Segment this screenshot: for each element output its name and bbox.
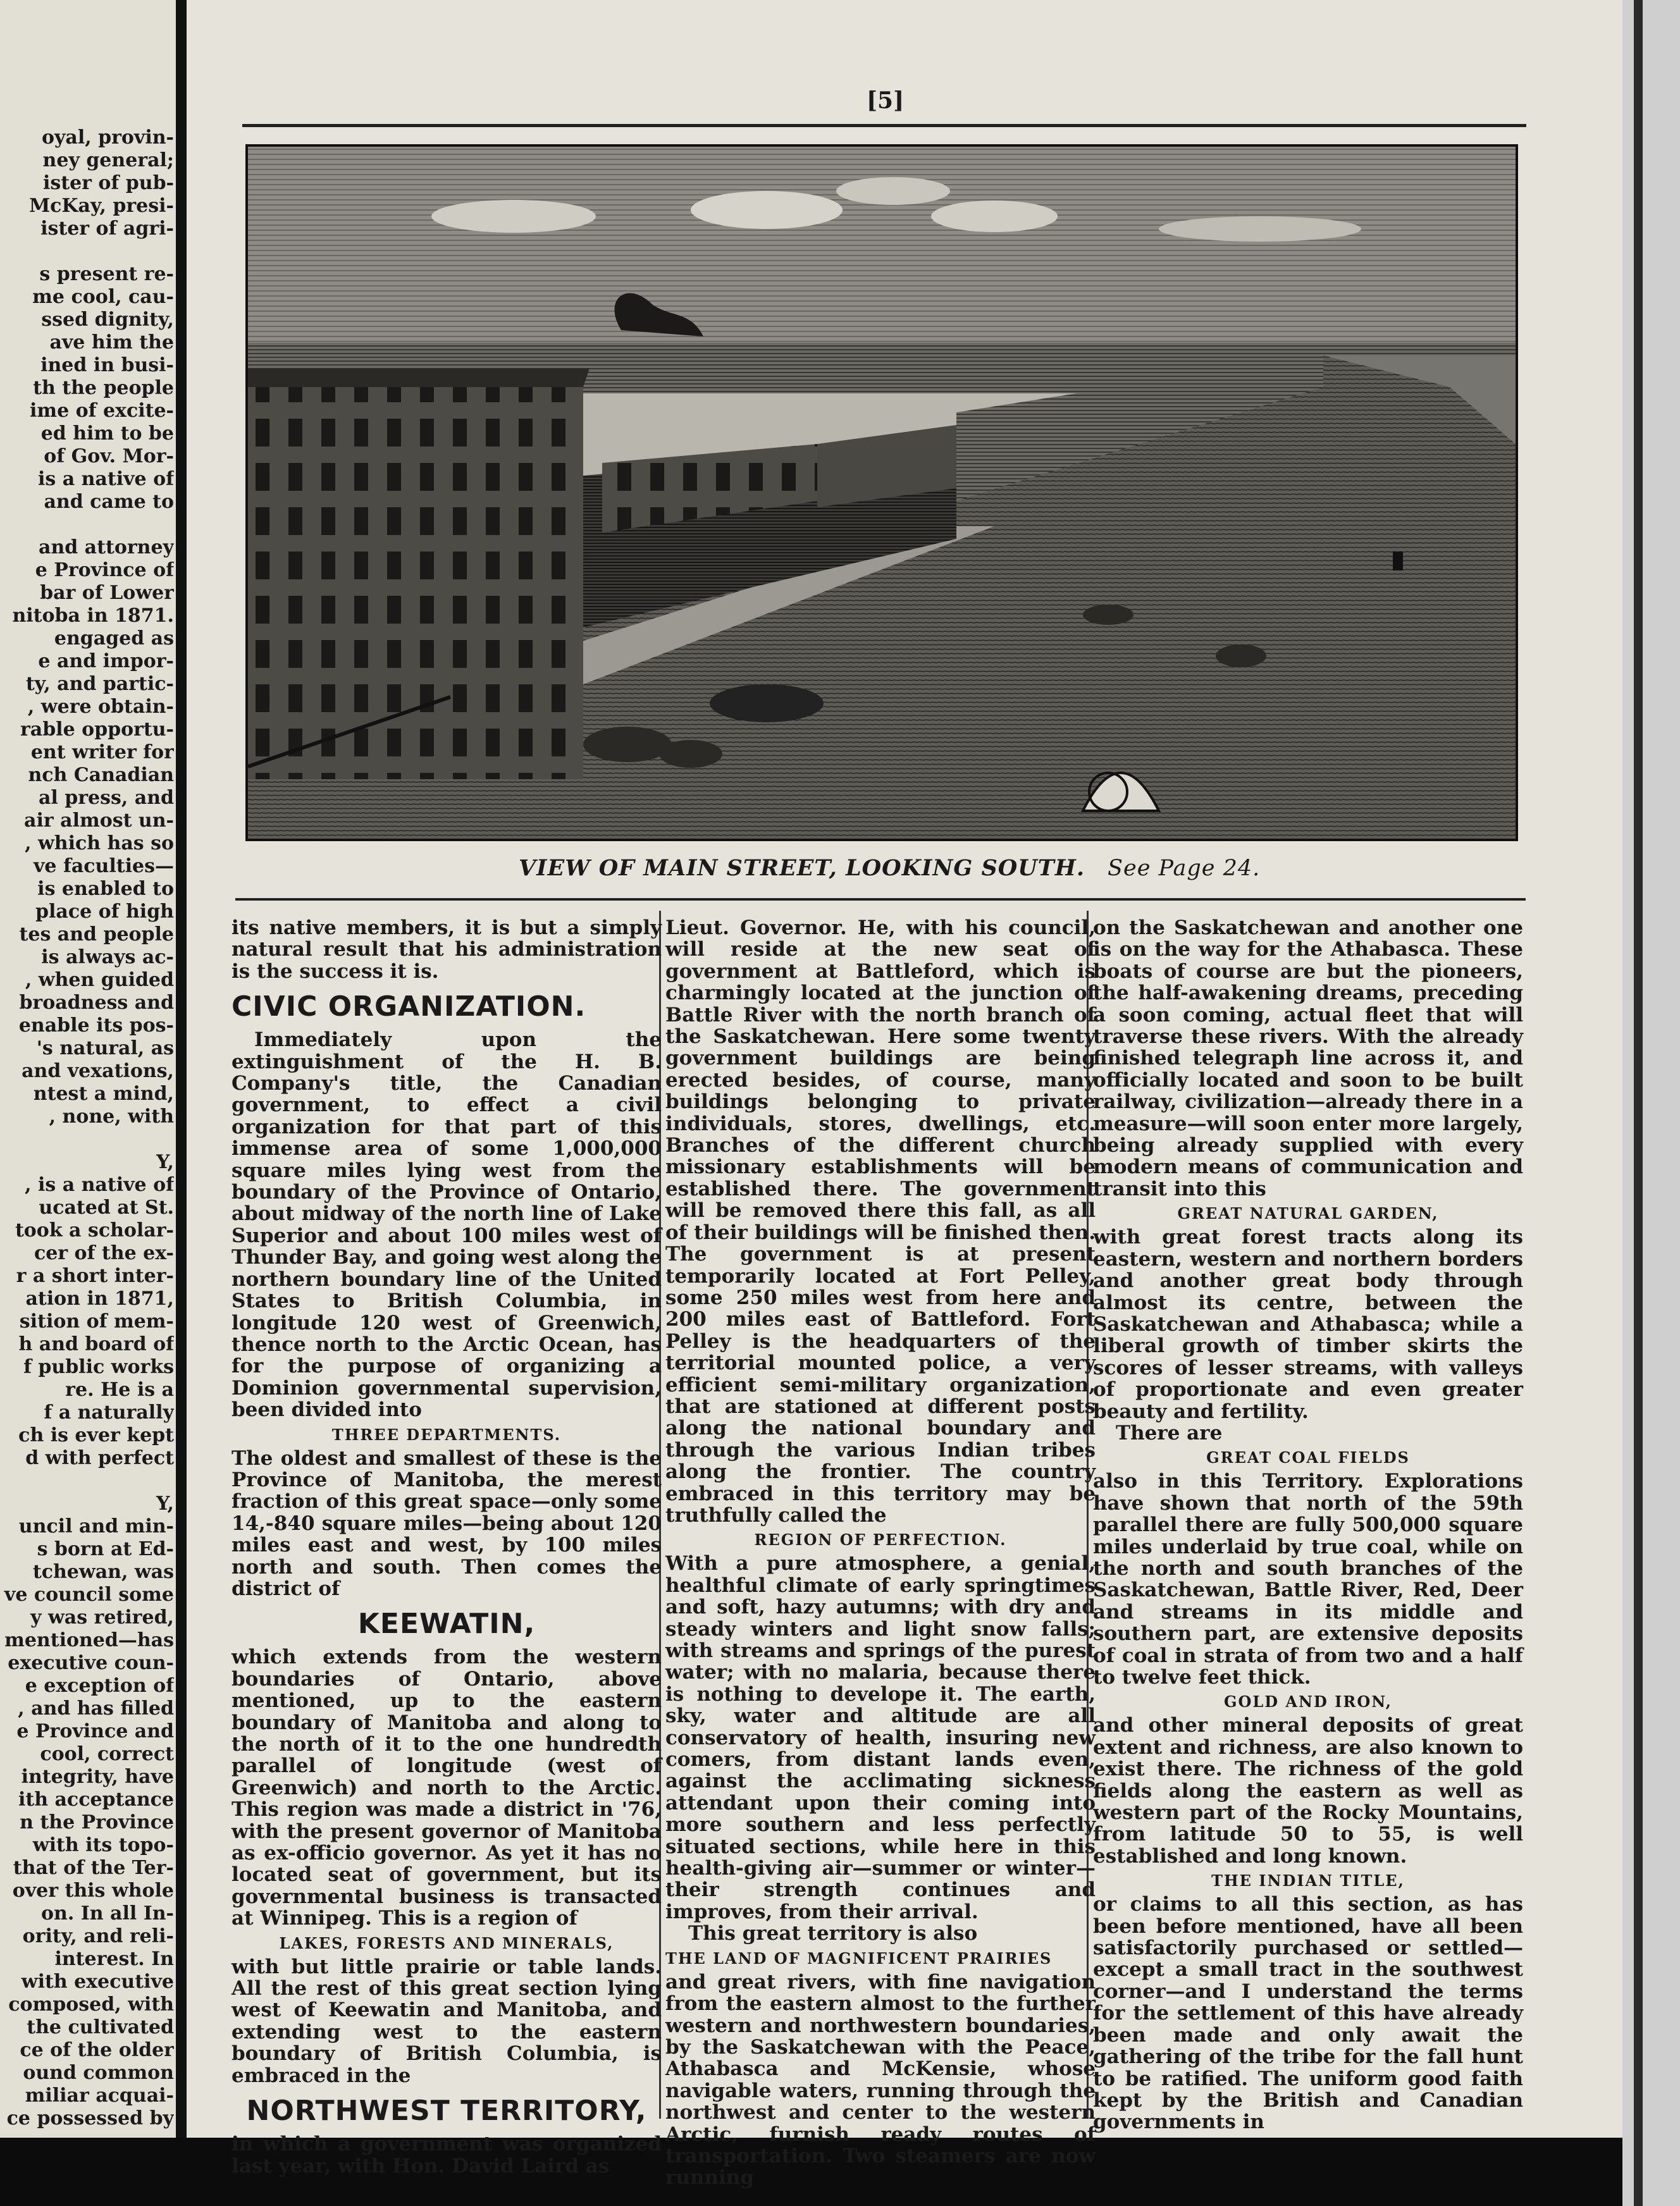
paragraph: its native members, it is but a simply natural result that his administration is the success it is. xyxy=(232,916,662,983)
fragment-line: is a native of xyxy=(38,468,174,490)
fragment-line: ister of pub- xyxy=(42,172,174,194)
fragment-line: th the people xyxy=(33,377,174,399)
fragment-line: f a naturally xyxy=(44,1402,174,1424)
heading-northwest-territory: NORTHWEST TERRITORY, xyxy=(246,2095,647,2128)
fragment-line: McKay, presi- xyxy=(28,195,174,217)
fragment-line: mentioned—has xyxy=(4,1629,174,1651)
engraving-svg xyxy=(248,147,1516,839)
fragment-line: ority, and reli- xyxy=(22,1925,174,1947)
subheading-great-coal-fields: GREAT COAL FIELDS xyxy=(1206,1448,1410,1467)
paragraph: or claims to all this section, as has been before mentioned, have all been satisfactorily purchased or settled—except a small tract in the southwest corner—and I understand the terms for the settlement of this have already been made and only await the gathering of the tribe for the fall hunt to be ratified. The uniform good faith kept by the British and Canadian governments in xyxy=(1093,1893,1523,2134)
caption-title: VIEW OF MAIN STREET, LOOKING SOUTH. xyxy=(519,855,1085,881)
fragment-line: ve council some xyxy=(4,1584,174,1606)
fragment-line: h and board of xyxy=(18,1333,174,1355)
subheading-great-natural-garden: GREAT NATURAL GARDEN, xyxy=(1177,1204,1439,1223)
fragment-line: , none, with xyxy=(49,1106,174,1128)
paragraph: with great forest tracts along its eastern, western and northern borders and another great body through almost its centre, between the Saskatchewan and Athabasca; while a liberal growth of timber skirts the scores of lesser streams, with valleys of proportionate and even greater beauty and fertility. xyxy=(1093,1226,1523,1423)
fragment-line: integrity, have xyxy=(21,1766,174,1788)
fragment-line: uncil and min- xyxy=(18,1515,174,1537)
fragment-line: over this whole xyxy=(12,1880,174,1902)
fragment-line: with its topo- xyxy=(32,1834,174,1856)
paragraph: which extends from the western boundaries of Ontario, above mentioned, up to the eastern boundary of Manitoba and along to the north of it to the one hundredth parallel of longitude (west of Greenwich) and north to the Arctic. This region was made a district in '76, with the present governor of Manitoba as ex-officio governor. As yet it has no located seat of government, but its governmental business is transacted at Winnipeg. This is a region of xyxy=(232,1646,662,1930)
fragment-line: Y, xyxy=(156,1493,174,1515)
fragment-line: bar of Lower xyxy=(40,582,174,604)
fragment-line: of Gov. Mor- xyxy=(44,445,174,467)
paragraph: also in this Territory. Explorations have shown that north of the 59th parallel there are fully 500,000 square miles underlaid by true coal, while on the north and south branches of the Saskatchewan, Battle River, Red, Deer and streams in its middle and southern part, are extensive deposits of coal in strata of from two and a half to twelve feet thick. xyxy=(1093,1470,1523,1689)
fragment-line: ave him the xyxy=(49,331,174,354)
header-rule xyxy=(242,124,1526,127)
fragment-line: and vexations, xyxy=(22,1060,174,1082)
engraving-caption xyxy=(519,855,1260,881)
main-street-engraving xyxy=(245,144,1518,841)
fragment-line: , which has so xyxy=(25,832,174,854)
fragment-line: ssed dignity, xyxy=(41,309,174,331)
subheading-three-departments: THREE DEPARTMENTS. xyxy=(331,1425,562,1444)
page-number: [5] xyxy=(867,87,905,114)
subheading-lakes-forests-minerals: LAKES, FORESTS AND MINERALS, xyxy=(279,1933,614,1952)
fragment-line: ation in 1871, xyxy=(25,1288,174,1310)
fragment-line: rable opportu- xyxy=(20,718,174,741)
fragment-line: ound common xyxy=(23,2062,174,2084)
fragment-line: broadness and xyxy=(19,992,174,1014)
article-column-3 xyxy=(1093,917,1523,2133)
fragment-line: ime of excite- xyxy=(29,400,174,422)
subheading-gold-and-iron: GOLD AND IRON, xyxy=(1223,1692,1392,1711)
fragment-line: nch Canadian xyxy=(28,764,174,786)
article-column-2 xyxy=(665,917,1096,2189)
fragment-line: , and has filled xyxy=(18,1698,174,1720)
heading-civic-organization: CIVIC ORGANIZATION. xyxy=(232,990,586,1023)
fragment-line: e Province of xyxy=(35,559,174,581)
paragraph: The oldest and smallest of these is the Province of Manitoba, the merest fraction of this great space—only some 14,-840 square miles—being about 120 miles east and west, by 100 miles north and south. Then comes the district of xyxy=(232,1446,662,1600)
paragraph: with but little prairie or table lands. All the rest of this great section lying west of Keewatin and Manitoba, and extending west to the eastern boundary of British Columbia, is embraced in the xyxy=(232,1955,662,2087)
article-column-1 xyxy=(232,917,662,2177)
scan-edge xyxy=(1622,0,1680,2206)
fragment-line: ce possessed by xyxy=(6,2107,174,2129)
fragment-line: place of high xyxy=(35,901,174,923)
fragment-line: ce of the older xyxy=(20,2039,174,2061)
paragraph: and other mineral deposits of great extent and richness, are also known to exist there. The richness of the gold fields along the eastern as well as western part of the Rocky Mountains, from latitude 50 to 55, is well established and long known. xyxy=(1093,1714,1523,1868)
page-gutter xyxy=(176,0,187,2138)
fragment-line: Y, xyxy=(156,1151,174,1173)
fragment-line: enable its pos- xyxy=(18,1014,174,1037)
fragment-line: sition of mem- xyxy=(19,1310,174,1333)
subheading-indian-title: THE INDIAN TITLE, xyxy=(1211,1871,1405,1890)
fragment-line: and attorney xyxy=(39,536,174,558)
fragment-line: ith acceptance xyxy=(18,1789,174,1811)
subheading-land-of-prairies: THE LAND OF MAGNIFICENT PRAIRIES xyxy=(665,1949,1053,1968)
fragment-line: s born at Ed- xyxy=(37,1538,174,1560)
fragment-line: cer of the ex- xyxy=(34,1242,174,1264)
fragment-line: s present re- xyxy=(39,263,174,285)
fragment-line: me cool, cau- xyxy=(32,286,174,308)
fragment-line: r a short inter- xyxy=(16,1265,174,1287)
fragment-line: tes and people xyxy=(19,923,174,946)
fragment-line: the cultivated xyxy=(27,2016,174,2038)
fragment-line xyxy=(0,514,174,536)
fragment-line: composed, with xyxy=(8,1993,174,2016)
fragment-line: y was retired, xyxy=(30,1606,174,1629)
fragment-line: miliar acquai- xyxy=(25,2085,174,2107)
subheading-region-of-perfection: REGION OF PERFECTION. xyxy=(754,1531,1007,1550)
fragment-line: ed him to be xyxy=(40,422,174,445)
fragment-line: ch is ever kept xyxy=(18,1424,174,1446)
paragraph: With a pure atmosphere, a genial, healthful climate of early springtimes and soft, hazy autumns; with dry and steady winters and light snow falls; with streams and springs of the purest water; with no malaria, because there is nothing to develope it. The earth, sky, water and altitude are all conservatory of health, insuring new comers, from distant lands even, against the acclimating sickness attendant upon their coming into more southern and less perfectly situated sections, while here in this health-giving air—summer or winter—their strength continues and improves, from their arrival. xyxy=(665,1552,1096,1923)
fragment-line xyxy=(0,240,174,263)
paragraph: This great territory is also xyxy=(688,1922,978,1945)
fragment-line xyxy=(0,1128,174,1151)
fragment-line: air almost un- xyxy=(24,810,174,832)
fragment-line: tchewan, was xyxy=(32,1561,174,1583)
fragment-line: ined in busi- xyxy=(40,354,174,376)
fragment-line xyxy=(0,1470,174,1493)
fragment-line: e exception of xyxy=(25,1675,174,1697)
fragment-line: e Province and xyxy=(16,1720,174,1742)
fragment-line: ney general; xyxy=(42,149,174,171)
adjacent-page-fragment xyxy=(0,0,176,2138)
fragment-line: , were obtain- xyxy=(27,696,174,718)
fragment-line: with executive xyxy=(21,1971,174,1993)
paragraph: Lieut. Governor. He, with his council, will reside at the new seat of government at Battleford, which is charmingly located at the junction of Battle River with the north branch of the Saskatchewan. Here some twenty government buildings are being erected besides, of course, many buildings belonging to private individuals, stores, dwellings, etc. Branches of the different church missionary establishments will be established there. The government will be removed there this fall, as all of their buildings will be finished then. The government is at present temporarily located at Fort Pelley, some 250 miles west from here and 200 miles east of Battleford. Fort Pelley is the headquarters of the territorial mounted police, a very efficient semi-military organization, that are stationed at different posts along the national boundary and through the various Indian tribes along the frontier. The country embraced in this territory may be truthfully called the xyxy=(665,916,1096,1527)
fragment-line: and came to xyxy=(44,491,174,513)
adjacent-page-text xyxy=(0,126,174,2130)
fragment-line: , is a native of xyxy=(25,1174,174,1196)
fragment-line: ty, and partic- xyxy=(25,673,174,695)
fragment-line: e and impor- xyxy=(38,650,174,672)
fragment-line: 's natural, as xyxy=(36,1037,174,1059)
fragment-line: al press, and xyxy=(38,787,174,809)
caption-page-reference: See Page 24. xyxy=(1108,856,1261,881)
fragment-line: is enabled to xyxy=(37,878,174,900)
paragraph: on the Saskatchewan and another one is on the way for the Athabasca. These boats of course are but the pioneers, the half-awakening dreams, preceding a soon coming, actual fleet that will traverse these rivers. With the already finished telegraph line across it, and officially located and soon to be built railway, civilization—already there in a measure—will soon enter more largely, being already supplied with every modern means of communication and transit into this xyxy=(1093,916,1523,1200)
fragment-line: took a scholar- xyxy=(15,1219,174,1242)
fragment-line: cool, correct xyxy=(40,1743,174,1765)
fragment-line: nitoba in 1871. xyxy=(12,605,174,627)
fragment-line: d with perfect xyxy=(25,1447,174,1469)
fragment-line: n the Province xyxy=(20,1811,174,1833)
fragment-line: ntest a mind, xyxy=(33,1083,174,1105)
fragment-line: ent writer for xyxy=(30,741,174,763)
fragment-line: is always ac- xyxy=(41,946,174,968)
paragraph: Immediately upon the extinguishment of the H. B. Company's title, the Canadian government, to effect a civil organization for that part of this immense area of some 1,000,000 square miles lying west from the boundary of the Province of Ontario, about midway of the north line of Lake Superior and about 100 miles west of Thunder Bay, and going west along the northern boundary line of the United States to British Columbia, in longitude 120 west of Greenwich, thence north to the Arctic Ocean, has for the purpose of organizing a Dominion governmental supervision, been divided into xyxy=(232,1028,662,1422)
fragment-line: on. In all In- xyxy=(41,1902,174,1925)
paragraph: and great rivers, with fine navigation from the eastern almost to the further western and northwestern boundaries, by the Saskatchewan with the Peace, Athabasca and McKensie, whose navigable waters, running through the northwest and center to the western Arctic, furnish ready routes of transportation. Two steamers are now running xyxy=(665,1970,1096,2190)
fragment-line: , when guided xyxy=(25,969,174,991)
fragment-line: interest. In xyxy=(54,1948,174,1970)
paragraph: There are xyxy=(1116,1421,1223,1445)
fragment-line: f public works xyxy=(23,1356,174,1378)
fragment-line: engaged as xyxy=(54,627,174,650)
fragment-line: oyal, provin- xyxy=(41,126,174,149)
paragraph: in which a government was organized last year, with Hon. David Laird as xyxy=(232,2133,662,2178)
section-rule xyxy=(235,898,1526,901)
fragment-line: re. He is a xyxy=(65,1379,174,1401)
fragment-line: that of the Ter- xyxy=(13,1857,174,1879)
fragment-line: ucated at St. xyxy=(39,1197,174,1219)
fragment-line: ve faculties— xyxy=(33,855,174,877)
fragment-line: executive coun- xyxy=(8,1652,174,1674)
fragment-line: ister of agri- xyxy=(40,218,174,240)
heading-keewatin: KEEWATIN, xyxy=(357,1608,536,1641)
